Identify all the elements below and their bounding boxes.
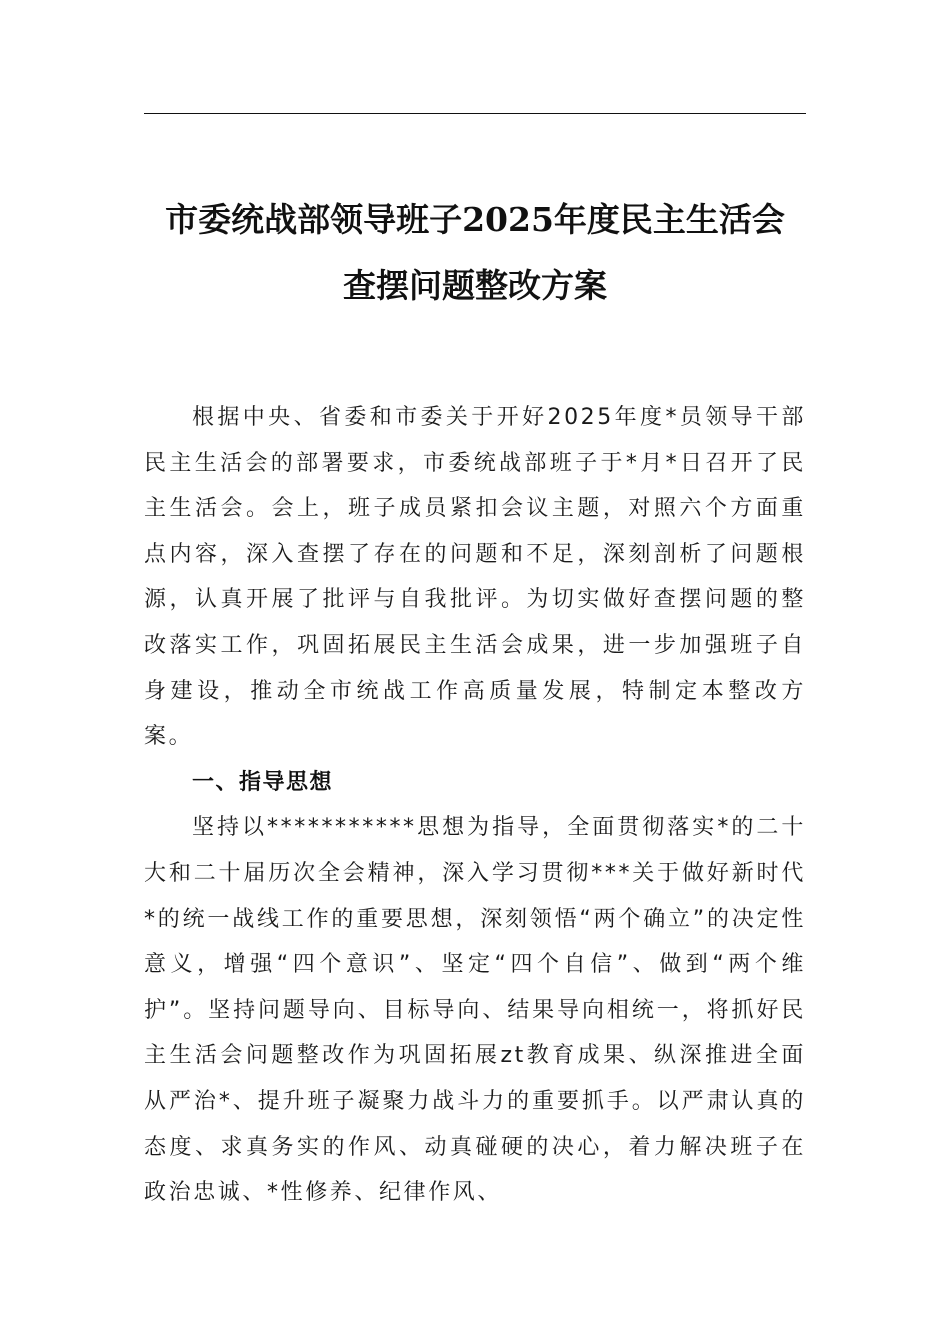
intro-paragraph: 根据中央、省委和市委关于开好2025年度*员领导干部民主生活会的部署要求，市委统战部班子于*月*日召开了民主生活会。会上，班子成员紧扣会议主题，对照六个方面重点内容，深入查摆了存在的问题和不足，深刻剖析了问题根源，认真开展了批评与自我批评。为切实做好查摆问题的整改落实工作，巩固拓展民主生活会成果，进一步加强班子自身建设，推动全市统战工作高质量发展，特制定本整改方案。 <box>144 405 806 750</box>
guiding-ideology-paragraph: 坚持以***********思想为指导，全面贯彻落实*的二十大和二十届历次全会精神，深入学习贯彻***关于做好新时代*的统一战线工作的重要思想，深刻领悟“两个确立”的决定性意义，增强“四个意识”、坚定“四个自信”、做到“两个维护”。坚持问题导向、目标导向、结果导向相统一，将抓好民主生活会问题整改作为巩固拓展zt教育成果、纵深推进全面从严治*、提升班子凝聚力战斗力的重要抓手。以严肃认真的态度、求真务实的作风、动真碰硬的决心，着力解决班子在政治忠诚、*性修养、纪律作风、 <box>144 815 806 1206</box>
document-body <box>144 395 806 1216</box>
document-title-line-1: 市委统战部领导班子2025年度民主生活会 <box>165 200 785 239</box>
header-rule <box>144 113 806 114</box>
document-title-line-2: 查摆问题整改方案 <box>343 266 607 305</box>
section-heading-guiding-ideology: 一、指导思想 <box>192 769 334 795</box>
